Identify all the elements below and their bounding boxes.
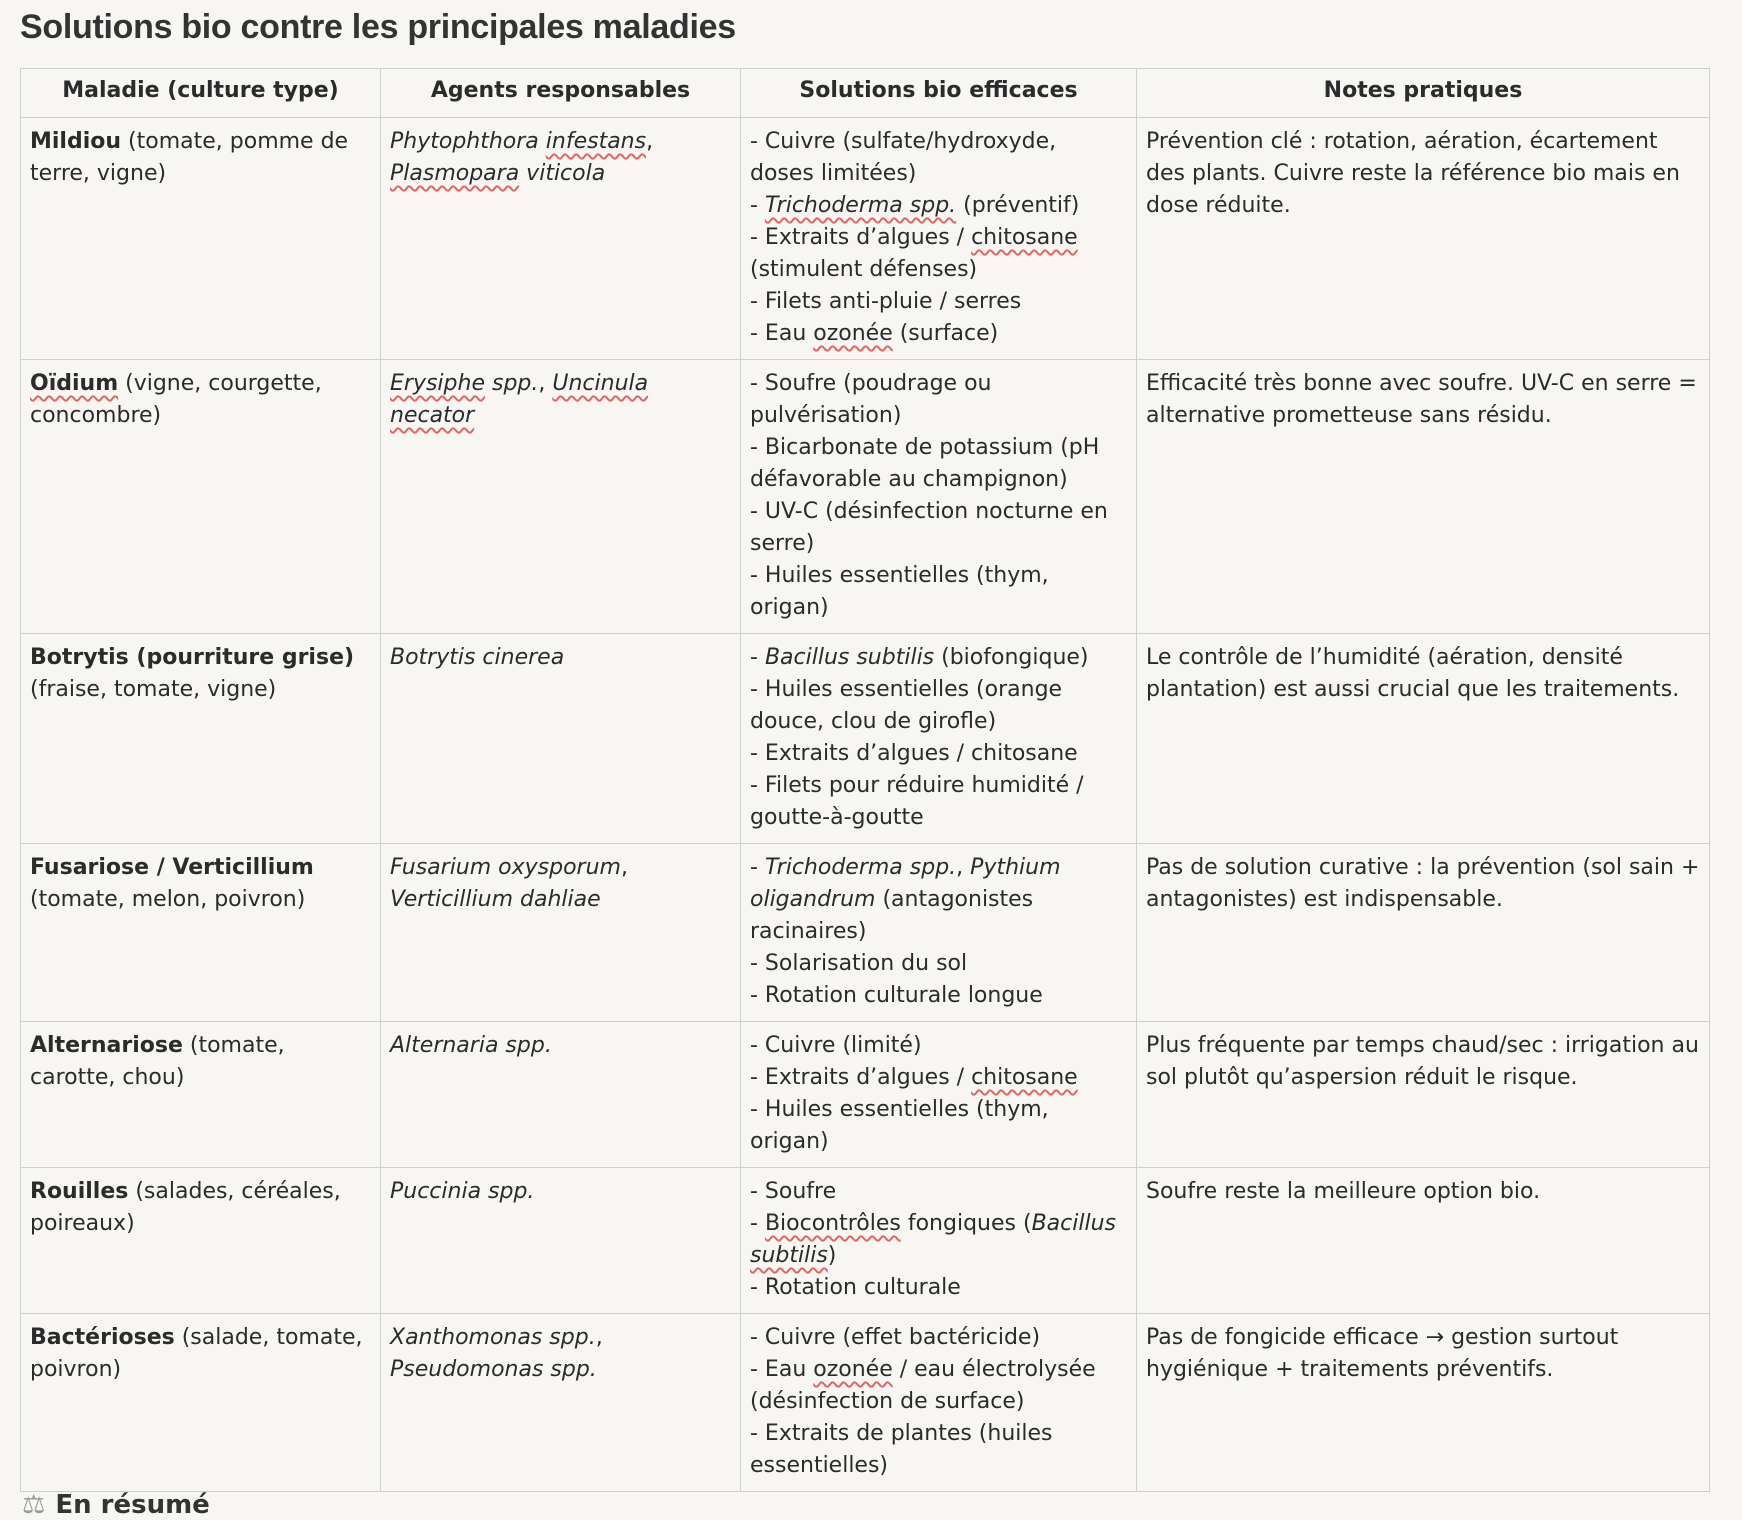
cell-line bbox=[750, 1094, 1127, 1158]
cell-line bbox=[30, 674, 371, 706]
text-segment: Botrytis cinerea bbox=[390, 645, 565, 670]
cell-maladie bbox=[21, 1022, 381, 1168]
cell-line bbox=[390, 884, 731, 916]
cell-line bbox=[30, 642, 371, 674]
table-row bbox=[21, 1168, 1710, 1314]
text-segment: (surface) bbox=[892, 321, 999, 346]
cell-notes bbox=[1137, 634, 1710, 844]
cell-maladie bbox=[21, 1314, 381, 1492]
text-segment: - bbox=[750, 193, 765, 218]
table-body bbox=[21, 118, 1710, 1492]
cell-line bbox=[1146, 368, 1700, 432]
cell-line bbox=[750, 1030, 1127, 1062]
text-segment: chitosane bbox=[971, 225, 1078, 250]
cell-solutions bbox=[741, 360, 1137, 634]
text-segment: Phytophthora bbox=[390, 129, 546, 154]
text-segment: ozonée bbox=[813, 321, 893, 346]
text-segment: Le contrôle de l’humidité (aération, densité plantation) est aussi crucial que les traitements. bbox=[1146, 645, 1680, 702]
cell-line bbox=[750, 1354, 1127, 1418]
text-segment: Erysiphe bbox=[390, 371, 485, 396]
cell-line bbox=[750, 286, 1127, 318]
cell-line bbox=[750, 642, 1127, 674]
cell-line bbox=[390, 368, 731, 400]
text-segment: fongiques ( bbox=[900, 1211, 1032, 1236]
text-segment: - Bicarbonate de potassium (pH défavorable au champignon) bbox=[750, 435, 1100, 492]
cell-line bbox=[390, 852, 731, 884]
text-segment: , bbox=[620, 855, 628, 880]
cell-line bbox=[390, 1030, 731, 1062]
table-row bbox=[21, 634, 1710, 844]
text-segment: - Huiles essentielles (thym, origan) bbox=[750, 1097, 1049, 1154]
cell-agents bbox=[381, 360, 741, 634]
cell-line bbox=[30, 368, 371, 432]
text-segment: (vigne, courgette, concombre) bbox=[30, 371, 322, 428]
text-segment: ) bbox=[827, 1243, 837, 1268]
text-segment: (tomate, melon, poivron) bbox=[30, 887, 306, 912]
header-notes: Notes pratiques bbox=[1137, 69, 1710, 118]
cell-notes bbox=[1137, 118, 1710, 360]
cell-line bbox=[750, 674, 1127, 738]
text-segment: (salades, céréales, poireaux) bbox=[30, 1179, 341, 1236]
text-segment: - Filets pour réduire humidité / goutte-à-goutte bbox=[750, 773, 1084, 830]
text-segment: - Extraits d’algues / bbox=[750, 225, 972, 250]
text-segment: Oïdium bbox=[30, 371, 119, 396]
text-segment: Soufre reste la meilleure option bio. bbox=[1146, 1179, 1541, 1204]
text-segment: Plasmopara bbox=[390, 161, 520, 186]
text-segment: - Huiles essentielles (orange douce, clou de girofle) bbox=[750, 677, 1063, 734]
text-segment: infestans bbox=[545, 129, 647, 154]
text-segment: - bbox=[750, 645, 765, 670]
cell-agents bbox=[381, 844, 741, 1022]
text-segment: spp. bbox=[484, 371, 539, 396]
text-segment: (salade, tomate, poivron) bbox=[30, 1325, 363, 1382]
text-segment: Pseudomonas spp. bbox=[390, 1357, 597, 1382]
page-title: Solutions bio contre les principales maladies bbox=[20, 8, 736, 46]
text-segment: Mildiou bbox=[30, 129, 122, 154]
cell-agents bbox=[381, 1022, 741, 1168]
table-row bbox=[21, 1314, 1710, 1492]
cell-notes bbox=[1137, 1168, 1710, 1314]
text-segment: - Extraits d’algues / bbox=[750, 1065, 972, 1090]
cell-maladie bbox=[21, 360, 381, 634]
cell-solutions bbox=[741, 844, 1137, 1022]
text-segment: Verticillium dahliae bbox=[390, 887, 601, 912]
text-segment: Biocontrôles bbox=[764, 1211, 901, 1236]
cell-solutions bbox=[741, 118, 1137, 360]
text-segment: - Cuivre (sulfate/hydroxyde, doses limitées) bbox=[750, 129, 1057, 186]
cell-line bbox=[30, 1176, 371, 1240]
text-segment: Bactérioses bbox=[30, 1325, 175, 1350]
cell-line bbox=[750, 770, 1127, 834]
cell-line bbox=[30, 126, 371, 190]
cell-line bbox=[390, 1322, 731, 1354]
header-agents: Agents responsables bbox=[381, 69, 741, 118]
header-maladie: Maladie (culture type) bbox=[21, 69, 381, 118]
cell-line bbox=[390, 158, 731, 190]
text-segment: - Cuivre (effet bactéricide) bbox=[750, 1325, 1041, 1350]
text-segment: (tomate, carotte, chou) bbox=[30, 1033, 285, 1090]
cell-agents bbox=[381, 118, 741, 360]
cell-line bbox=[390, 1354, 731, 1386]
cell-solutions bbox=[741, 1168, 1137, 1314]
text-segment: - Eau bbox=[750, 1357, 814, 1382]
cell-notes bbox=[1137, 1314, 1710, 1492]
text-segment: Bacillus subtilis bbox=[764, 645, 935, 670]
text-segment: , bbox=[956, 855, 971, 880]
cell-line bbox=[30, 884, 371, 916]
text-segment: (antagonistes racinaires) bbox=[750, 887, 1034, 944]
text-segment: - Huiles essentielles (thym, origan) bbox=[750, 563, 1049, 620]
text-segment: viticola bbox=[519, 161, 606, 186]
text-segment: - bbox=[750, 855, 765, 880]
cell-line bbox=[750, 1322, 1127, 1354]
table-row bbox=[21, 118, 1710, 360]
cell-line bbox=[1146, 642, 1700, 706]
cell-line bbox=[750, 318, 1127, 350]
cell-notes bbox=[1137, 360, 1710, 634]
text-segment: Fusariose / Verticillium bbox=[30, 855, 314, 880]
cell-line bbox=[750, 1272, 1127, 1304]
cell-maladie bbox=[21, 634, 381, 844]
text-segment: - Rotation culturale bbox=[750, 1275, 961, 1300]
text-segment: necator bbox=[390, 403, 475, 428]
cell-line bbox=[1146, 1322, 1700, 1386]
table-row bbox=[21, 844, 1710, 1022]
cell-line bbox=[30, 852, 371, 884]
cell-line bbox=[750, 126, 1127, 190]
text-segment: - Soufre bbox=[750, 1179, 837, 1204]
cell-line bbox=[750, 1176, 1127, 1208]
table-row bbox=[21, 1022, 1710, 1168]
text-segment: - Cuivre (limité) bbox=[750, 1033, 922, 1058]
table-header-row bbox=[21, 69, 1710, 118]
text-segment: subtilis bbox=[750, 1243, 828, 1268]
text-segment: ozonée bbox=[813, 1357, 893, 1382]
text-segment: Botrytis (pourriture grise) bbox=[30, 645, 355, 670]
cell-line bbox=[750, 948, 1127, 980]
text-segment: Rouilles bbox=[30, 1179, 129, 1204]
text-segment: Pas de solution curative : la prévention (sol sain + antagonistes) est indispensable. bbox=[1146, 855, 1700, 912]
text-segment: - Extraits d’algues / chitosane bbox=[750, 741, 1078, 766]
cell-line bbox=[750, 222, 1127, 286]
text-segment: Alternariose bbox=[30, 1033, 183, 1058]
cell-line bbox=[750, 852, 1127, 948]
text-segment: Puccinia spp. bbox=[390, 1179, 535, 1204]
text-segment: (stimulent défenses) bbox=[750, 257, 978, 282]
cell-line bbox=[750, 368, 1127, 432]
header-solutions: Solutions bio efficaces bbox=[741, 69, 1137, 118]
cell-line bbox=[390, 126, 731, 158]
text-segment: Alternaria spp. bbox=[390, 1033, 552, 1058]
text-segment: - Eau bbox=[750, 321, 814, 346]
text-segment: - UV-C (désinfection nocturne en serre) bbox=[750, 499, 1108, 556]
text-segment: Pas de fongicide efficace → gestion surtout hygiénique + traitements préventifs. bbox=[1146, 1325, 1619, 1382]
text-segment: , bbox=[646, 129, 654, 154]
cell-line bbox=[30, 1322, 371, 1386]
cell-line bbox=[750, 1062, 1127, 1094]
cell-solutions bbox=[741, 1022, 1137, 1168]
text-segment: , bbox=[595, 1325, 603, 1350]
cell-solutions bbox=[741, 634, 1137, 844]
cell-agents bbox=[381, 1168, 741, 1314]
text-segment: - Soufre (poudrage ou pulvérisation) bbox=[750, 371, 992, 428]
cell-line bbox=[750, 560, 1127, 624]
cell-notes bbox=[1137, 844, 1710, 1022]
cell-line bbox=[750, 1418, 1127, 1482]
cell-line bbox=[30, 1030, 371, 1094]
cell-line bbox=[750, 432, 1127, 496]
text-segment: - Solarisation du sol bbox=[750, 951, 968, 976]
text-segment: chitosane bbox=[971, 1065, 1078, 1090]
cell-maladie bbox=[21, 1168, 381, 1314]
summary-heading: ⚖ En résumé bbox=[22, 1490, 210, 1520]
text-segment: (préventif) bbox=[956, 193, 1080, 218]
text-segment: Uncinula bbox=[552, 371, 649, 396]
cell-line bbox=[390, 1176, 731, 1208]
cell-line bbox=[390, 642, 731, 674]
text-segment: - Filets anti-pluie / serres bbox=[750, 289, 1022, 314]
cell-line bbox=[1146, 852, 1700, 916]
text-segment: Efficacité très bonne avec soufre. UV-C en serre = alternative prometteuse sans résidu. bbox=[1146, 371, 1697, 428]
cell-notes bbox=[1137, 1022, 1710, 1168]
text-segment: Pythium oligandrum bbox=[750, 855, 1061, 912]
cell-line bbox=[1146, 1030, 1700, 1094]
scale-icon: ⚖ bbox=[22, 1490, 46, 1520]
cell-line bbox=[750, 738, 1127, 770]
cell-line bbox=[750, 496, 1127, 560]
text-segment: (fraise, tomate, vigne) bbox=[30, 677, 277, 702]
cell-line bbox=[750, 190, 1127, 222]
table-row bbox=[21, 360, 1710, 634]
text-segment: , bbox=[538, 371, 553, 396]
cell-line bbox=[750, 980, 1127, 1012]
text-segment: - bbox=[750, 1211, 765, 1236]
diseases-table bbox=[20, 68, 1710, 1492]
text-segment: (biofongique) bbox=[934, 645, 1089, 670]
text-segment: (tomate, pomme de terre, vigne) bbox=[30, 129, 349, 186]
text-segment: Plus fréquente par temps chaud/sec : irrigation au sol plutôt qu’aspersion réduit le risque. bbox=[1146, 1033, 1699, 1090]
cell-agents bbox=[381, 634, 741, 844]
cell-line bbox=[390, 400, 731, 432]
cell-maladie bbox=[21, 844, 381, 1022]
text-segment: Trichoderma spp. bbox=[764, 193, 957, 218]
cell-maladie bbox=[21, 118, 381, 360]
text-segment: Bacillus bbox=[1031, 1211, 1116, 1236]
cell-solutions bbox=[741, 1314, 1137, 1492]
cell-agents bbox=[381, 1314, 741, 1492]
cell-line bbox=[1146, 1176, 1700, 1208]
text-segment: - Rotation culturale longue bbox=[750, 983, 1043, 1008]
text-segment: Prévention clé : rotation, aération, écartement des plants. Cuivre reste la référence bio mais en dose réduite. bbox=[1146, 129, 1680, 218]
cell-line bbox=[750, 1208, 1127, 1272]
text-segment: Xanthomonas spp. bbox=[390, 1325, 596, 1350]
text-segment: Trichoderma spp. bbox=[764, 855, 957, 880]
cell-line bbox=[1146, 126, 1700, 222]
text-segment: / eau électrolysée (désinfection de surface) bbox=[750, 1357, 1096, 1414]
text-segment: - Extraits de plantes (huiles essentielles) bbox=[750, 1421, 1053, 1478]
text-segment: Fusarium oxysporum bbox=[390, 855, 621, 880]
